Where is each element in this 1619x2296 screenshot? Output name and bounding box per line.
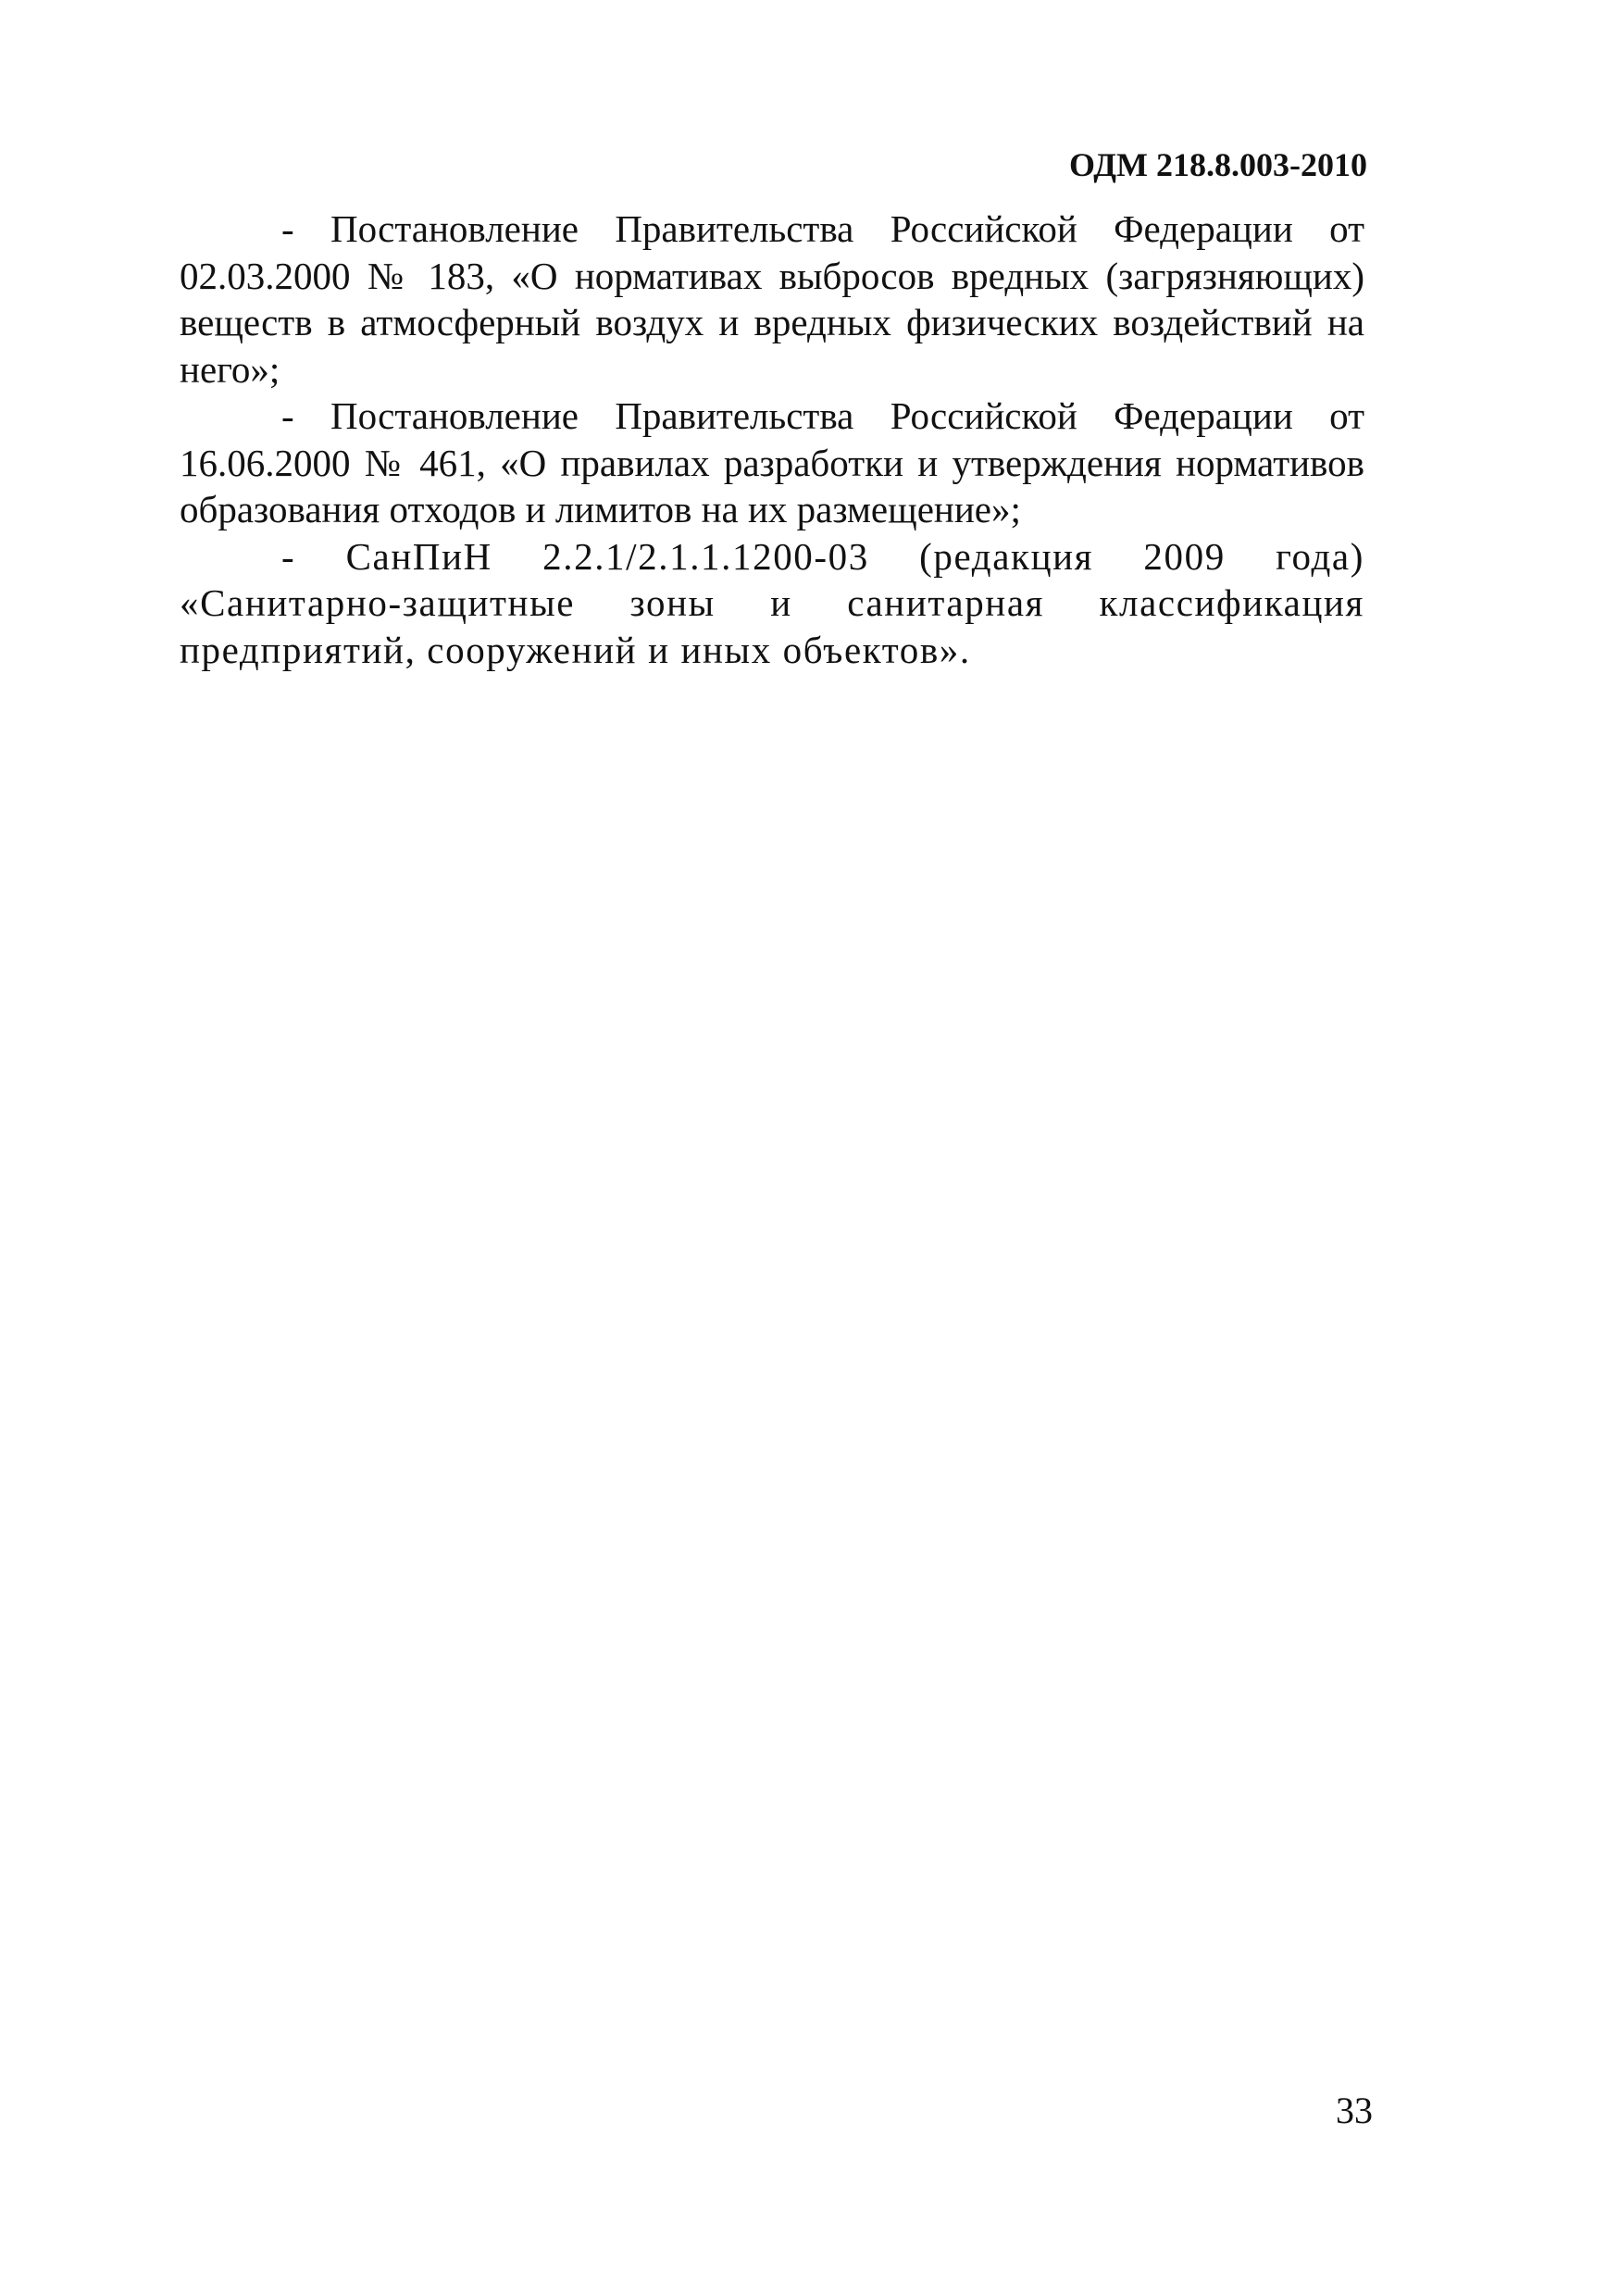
document-code-header: ОДМ 218.8.003-2010 (1069, 146, 1367, 183)
paragraph-sanpin: - СанПиН 2.2.1/2.1.1.1200-03 (редакция 2009 года) «Санитарно-защитные зоны и санитарная классификация предприятий, сооружений и иных объектов». (180, 534, 1364, 671)
paragraph-decree-461: - Постановление Правительства Российской Федерации от 16.06.2000 № 461, «О правилах разработки и утверждения нормативов образования отходов и лимитов на их размещение»; (180, 394, 1364, 530)
page-number: 33 (1336, 2090, 1373, 2131)
paragraph-decree-183: - Постановление Правительства Российской Федерации от 02.03.2000 № 183, «О нормативах выбросов вредных (загрязняющих) веществ в атмосферный воздух и вредных физических воздействий на него»; (180, 207, 1364, 391)
document-body (180, 206, 1364, 673)
